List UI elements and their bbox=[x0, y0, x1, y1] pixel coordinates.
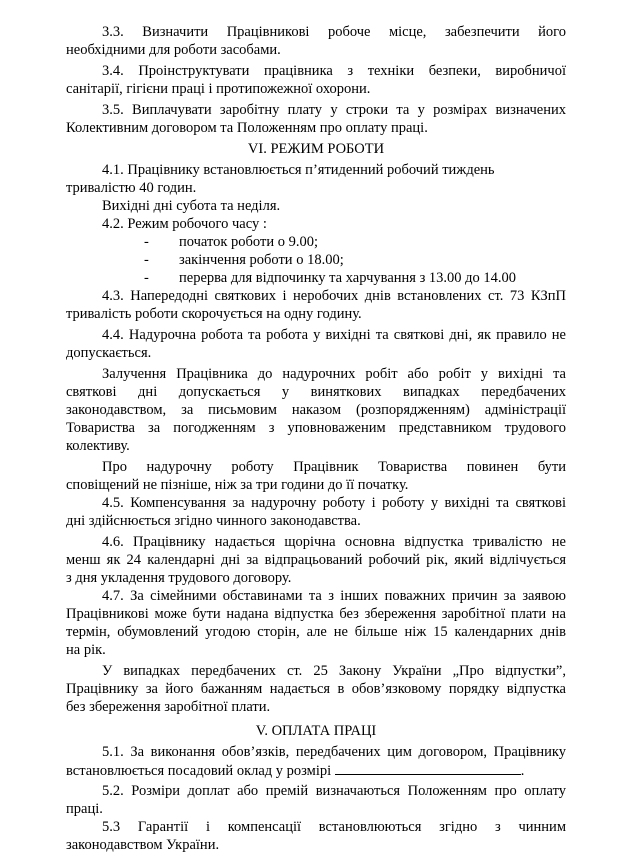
paragraph-4-5-line-1: 4.5. Компенсування за надурочну роботу і роботу у вихідні та святкові bbox=[102, 495, 566, 511]
paragraph-5-2-line-2: праці. bbox=[66, 801, 103, 817]
paragraph-4-6-line-3: з дня укладення трудового договору. bbox=[66, 570, 292, 586]
section-heading-salary: V. ОПЛАТА ПРАЦІ bbox=[255, 723, 377, 739]
list-item bbox=[66, 234, 566, 251]
paragraph-4-3-line-1: 4.3. Напередодні святкових і неробочих днів встановлених ст. 73 КЗпП bbox=[102, 288, 566, 304]
section-heading-work-schedule: VI. РЕЖИМ РОБОТИ bbox=[247, 141, 385, 157]
paragraph-4-7-line-3: термін, обумовлений угодою сторін, але не більше ніж 15 календарних днів bbox=[66, 624, 566, 640]
paragraph-4-6-line-1: 4.6. Працівнику надається щорічна основна відпустка тривалістю не bbox=[102, 534, 566, 550]
paragraph-4-4-line-1: 4.4. Надурочна робота та робота у вихідні та святкові дні, як правило не bbox=[102, 327, 566, 343]
paragraph-5-1-line-2-text: встановлюється посадовий оклад у розмірі bbox=[66, 763, 335, 779]
paragraph-5-3-line-1: 5.3 Гарантії і компенсації встановлюються згідно з чинним bbox=[102, 819, 566, 835]
paragraph-4-3-line-2: тривалість роботи скорочується на одну годину. bbox=[66, 306, 362, 322]
list-item-text: перерва для відпочинку та харчування з 13.00 до 14.00 bbox=[179, 270, 517, 286]
list-item-text: закінчення роботи о 18.00; bbox=[179, 252, 344, 268]
list-dash: - bbox=[144, 252, 149, 268]
paragraph-4-7b-line-1: У випадках передбачених ст. 25 Закону України „Про відпустки”, bbox=[102, 663, 566, 679]
paragraph-3-4-line-2: санітарії, гігієни праці і протипожежної охорони. bbox=[66, 81, 371, 97]
paragraph-4-1-line-2: тривалістю 40 годин. bbox=[66, 180, 197, 196]
list-item bbox=[66, 270, 566, 287]
paragraph-5-3-line-2: законодавством України. bbox=[66, 837, 220, 853]
paragraph-5-1-line-2 bbox=[66, 762, 524, 779]
paragraph-3-3-line-2: необхідними для роботи засобами. bbox=[66, 42, 281, 58]
paragraph-4-2: 4.2. Режим робочого часу : bbox=[102, 216, 267, 232]
paragraph-4-7-line-2: Працівникові може бути надана відпустка без збереження заробітної плати на bbox=[66, 606, 566, 622]
paragraph-3-3-line-1: 3.3. Визначити Працівникові робоче місце, забезпечити його bbox=[102, 24, 566, 40]
paragraph-4-7-line-4: на рік. bbox=[66, 642, 106, 658]
list-dash: - bbox=[144, 270, 149, 286]
paragraph-3-5-line-1: 3.5. Виплачувати заробітну плату у строки та у розмірах визначених bbox=[102, 102, 566, 118]
paragraph-5-2-line-1: 5.2. Розміри доплат або премій визначаються Положенням про оплату bbox=[102, 783, 566, 799]
paragraph-4-1-days-off: Вихідні дні субота та неділя. bbox=[102, 198, 281, 214]
paragraph-4-4-line-2: допускається. bbox=[66, 345, 152, 361]
paragraph-4-4c-line-2: сповіщений не пізніше, ніж за три години до її початку. bbox=[66, 477, 409, 493]
list-dash: - bbox=[144, 234, 149, 250]
paragraph-4-5-line-2: дні здійснюється згідно чинного законодавства. bbox=[66, 513, 361, 529]
paragraph-4-4b-line-2: святкові дні допускається у виняткових випадках передбачених bbox=[66, 384, 566, 400]
paragraph-4-4b-line-5: колективу. bbox=[66, 438, 130, 454]
paragraph-4-7-line-1: 4.7. За сімейними обставинами та з інших поважних причин за заявою bbox=[102, 588, 566, 604]
paragraph-4-4b-line-1: Залучення Працівника до надурочних робіт або робіт у вихідні та bbox=[102, 366, 566, 382]
paragraph-4-1-line-1: 4.1. Працівнику встановлюється п’ятиденний робочий тиждень bbox=[102, 162, 495, 178]
paragraph-5-1-line-1: 5.1. За виконання обов’язків, передбачених цим договором, Працівнику bbox=[102, 744, 566, 760]
paragraph-4-6-line-2: менш як 24 календарні дні за відпрацьований робочий рік, який відлічується bbox=[66, 552, 566, 568]
line-period: . bbox=[520, 763, 525, 779]
salary-amount-blank[interactable] bbox=[335, 762, 521, 775]
paragraph-4-4b-line-3: законодавством, за письмовим наказом (розпорядженням) адміністрації bbox=[66, 402, 566, 418]
paragraph-4-4b-line-4: Товариства за погодженням з уповноваженим представником трудового bbox=[66, 420, 566, 436]
paragraph-3-4-line-1: 3.4. Проінструктувати працівника з техніки безпеки, виробничої bbox=[102, 63, 566, 79]
paragraph-4-7b-line-2: Працівнику за його бажанням надається в обов’язковому порядку відпустка bbox=[66, 681, 566, 697]
paragraph-4-7b-line-3: без збереження заробітної плати. bbox=[66, 699, 271, 715]
list-item bbox=[66, 252, 566, 269]
list-item-text: початок роботи о 9.00; bbox=[179, 234, 318, 250]
paragraph-3-5-line-2: Колективним договором та Положенням про оплату праці. bbox=[66, 120, 428, 136]
paragraph-4-4c-line-1: Про надурочну роботу Працівник Товариства повинен бути bbox=[102, 459, 566, 475]
